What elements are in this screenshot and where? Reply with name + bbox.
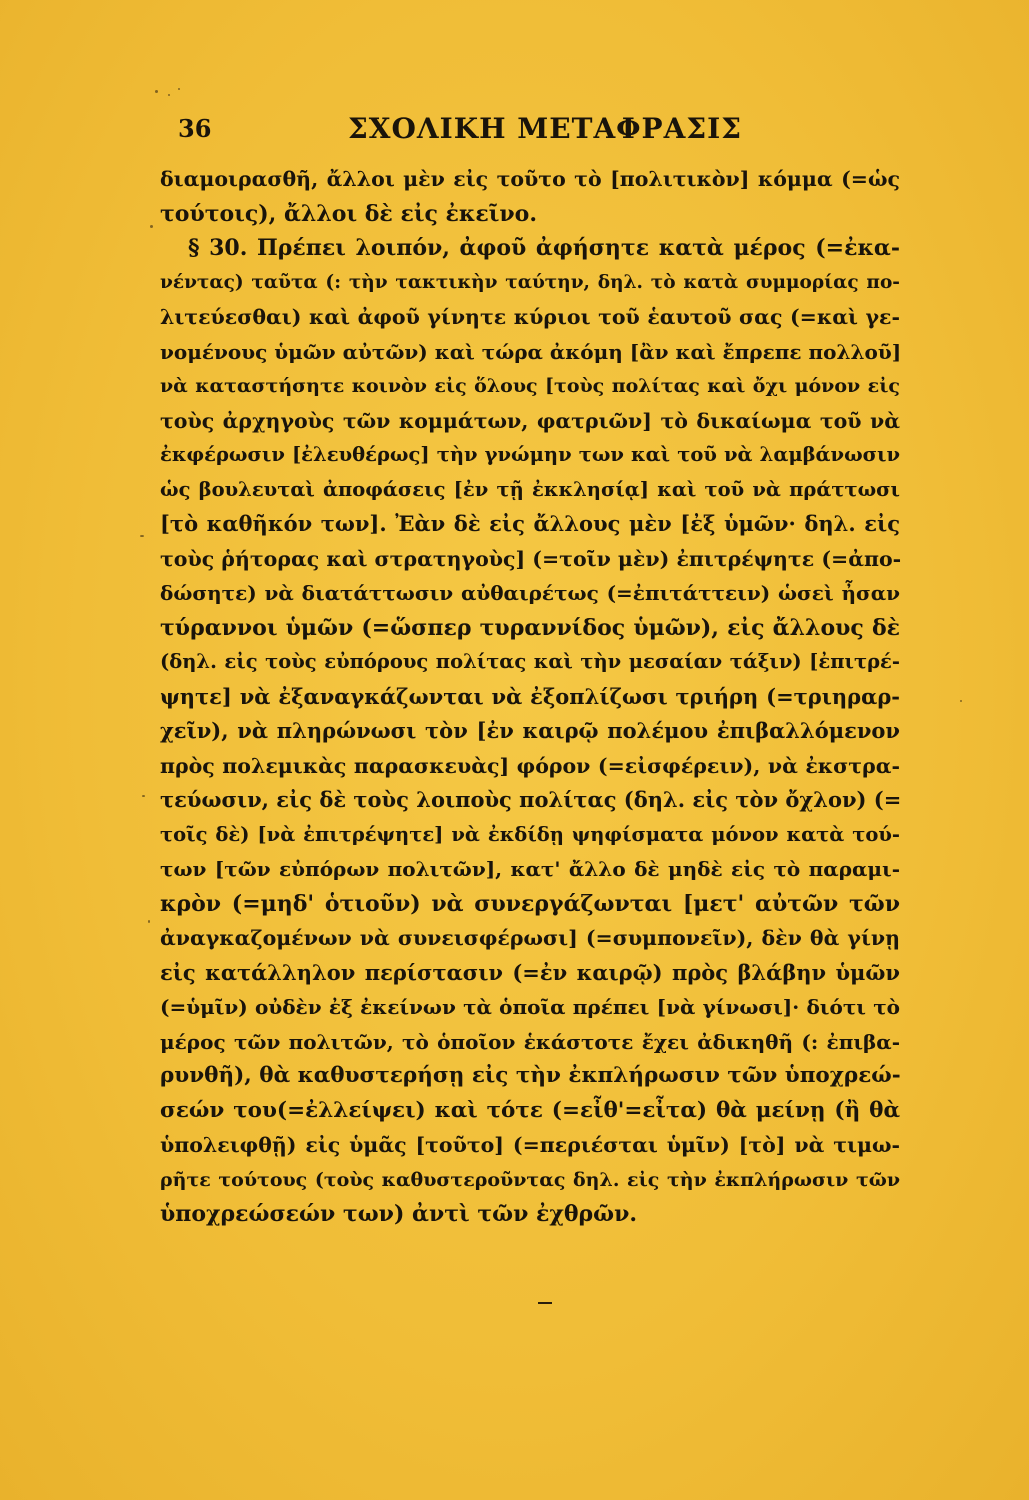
text-line: τούτοις), ἄλλοι δὲ εἰς ἐκεῖνο. [160,200,538,227]
text-line: νέντας) ταῦτα (: τὴν τακτικὴν ταύτην, δηλ. τὸ κατὰ συμμορίας πο- [160,271,900,293]
text-line: νὰ καταστήσητε κοινὸν εἰς ὅλους [τοὺς πολίτας καὶ ὄχι μόνον εἰς [160,375,900,397]
text-line: λιτεύεσθαι) καὶ ἀφοῦ γίνητε κύριοι τοῦ ἑαυτοῦ σας (=καὶ γε- [160,305,900,329]
text-line: ἀναγκαζομένων νὰ συνεισφέρωσι] (=συμπονεῖν), δὲν θὰ γίνῃ [160,926,900,950]
text-line: των [τῶν εὐπόρων πολιτῶν], κατ' ἄλλο δὲ μηδὲ εἰς τὸ παραμι- [160,857,900,881]
text-line: κρὸν (=μηδ' ὁτιοῦν) νὰ συνεργάζωνται [μετ' αὐτῶν τῶν [160,890,900,917]
text-line: τοῖς δὲ) [νὰ ἐπιτρέψητε] νὰ ἐκδίδῃ ψηφίσματα μόνον κατὰ τού- [160,822,900,846]
ink-dash-mark [538,1302,552,1304]
text-line: (δηλ. εἰς τοὺς εὐπόρους πολίτας καὶ τὴν μεσαίαν τάξιν) [ἐπιτρέ- [160,650,900,673]
body-text [160,162,900,1232]
text-line: εἰς κατάλληλον περίστασιν (=ἐν καιρῷ) πρὸς βλάβην ὑμῶν [160,959,900,985]
page-number: 36 [178,114,212,143]
text-line: σεών του(=ἐλλείψει) καὶ τότε (=εἶθ'=εἶτα) θὰ μείνῃ (ἢ θὰ [160,1097,900,1123]
text-line: μέρος τῶν πολιτῶν, τὸ ὁποῖον ἑκάστοτε ἔχει ἀδικηθῆ (: ἐπιβα- [160,1029,900,1054]
text-line: τοὺς ῥήτορας καὶ στρατηγοὺς] (=τοῖν μὲν) ἐπιτρέψητε (=ἀπο- [160,546,902,571]
text-line: ἐκφέρωσιν [ἐλευθέρως] τὴν γνώμην των καὶ τοῦ νὰ λαμβάνωσιν [160,443,900,466]
text-line: (=ὑμῖν) οὐδὲν ἐξ ἐκείνων τὰ ὁποῖα πρέπει [νὰ γίνωσι]· διότι τὸ [160,995,900,1019]
text-line: ψητε] νὰ ἐξαναγκάζωνται νὰ ἐξοπλίζωσι τριήρη (=τριηραρ- [160,683,900,709]
text-line: νομένους ὑμῶν αὐτῶν) καὶ τώρα ἀκόμη [ἂν καὶ ἔπρεπε πολλοῦ] [160,339,902,364]
text-line: δώσητε) νὰ διατάττωσιν αὐθαιρέτως (=ἐπιτάττειν) ὡσεὶ ἦσαν [160,581,900,605]
text-line: ὑπολειφθῇ) εἰς ὑμᾶς [τοῦτο] (=περιέσται ὑμῖν) [τὸ] νὰ τιμω- [160,1133,900,1157]
text-line: ρῆτε τούτους (τοὺς καθυστεροῦντας δηλ. εἰς τὴν ἐκπλήρωσιν τῶν [160,1168,900,1191]
text-line: διαμοιρασθῆ, ἄλλοι μὲν εἰς τοῦτο τὸ [πολιτικὸν] κόμμα (=ὡς [160,167,900,191]
text-line: § 30. Πρέπει λοιπόν, ἀφοῦ ἀφήσητε κατὰ μέρος (=ἐκα- [188,235,900,261]
running-title: ΣΧΟΛΙΚΗ ΜΕΤΑΦΡΑΣΙΣ [348,112,743,145]
text-line: ρυνθῆ), θὰ καθυστερήσῃ εἰς τὴν ἐκπλήρωσιν τῶν ὑποχρεώ- [160,1063,901,1088]
text-line: τεύωσιν, εἰς δὲ τοὺς λοιποὺς πολίτας (δηλ. εἰς τὸν ὄχλον) (= [160,787,902,812]
text-line: ὑποχρεώσεών των) ἀντὶ τῶν ἐχθρῶν. [160,1201,638,1227]
text-line: τύραννοι ὑμῶν (=ὥσπερ τυραννίδος ὑμῶν), εἰς ἄλλους δὲ [160,614,900,641]
text-line: πρὸς πολεμικὰς παρασκευὰς] φόρον (=εἰσφέρειν), νὰ ἐκστρα- [160,753,900,778]
text-line: χεῖν), νὰ πληρώνωσι τὸν [ἐν καιρῷ πολέμου ἐπιβαλλόμενον [160,718,900,743]
text-line: [τὸ καθῆκόν των]. Ἐὰν δὲ εἰς ἄλλους μὲν [ἐξ ὑμῶν· δηλ. εἰς [160,511,900,536]
text-line: ὡς βουλευταὶ ἀποφάσεις [ἐν τῇ ἐκκλησίᾳ] καὶ τοῦ νὰ πράττωσι [160,477,900,501]
text-line: τοὺς ἀρχηγοὺς τῶν κομμάτων, φατριῶν] τὸ δικαίωμα τοῦ νὰ [160,408,900,433]
page-header [0,108,1029,148]
